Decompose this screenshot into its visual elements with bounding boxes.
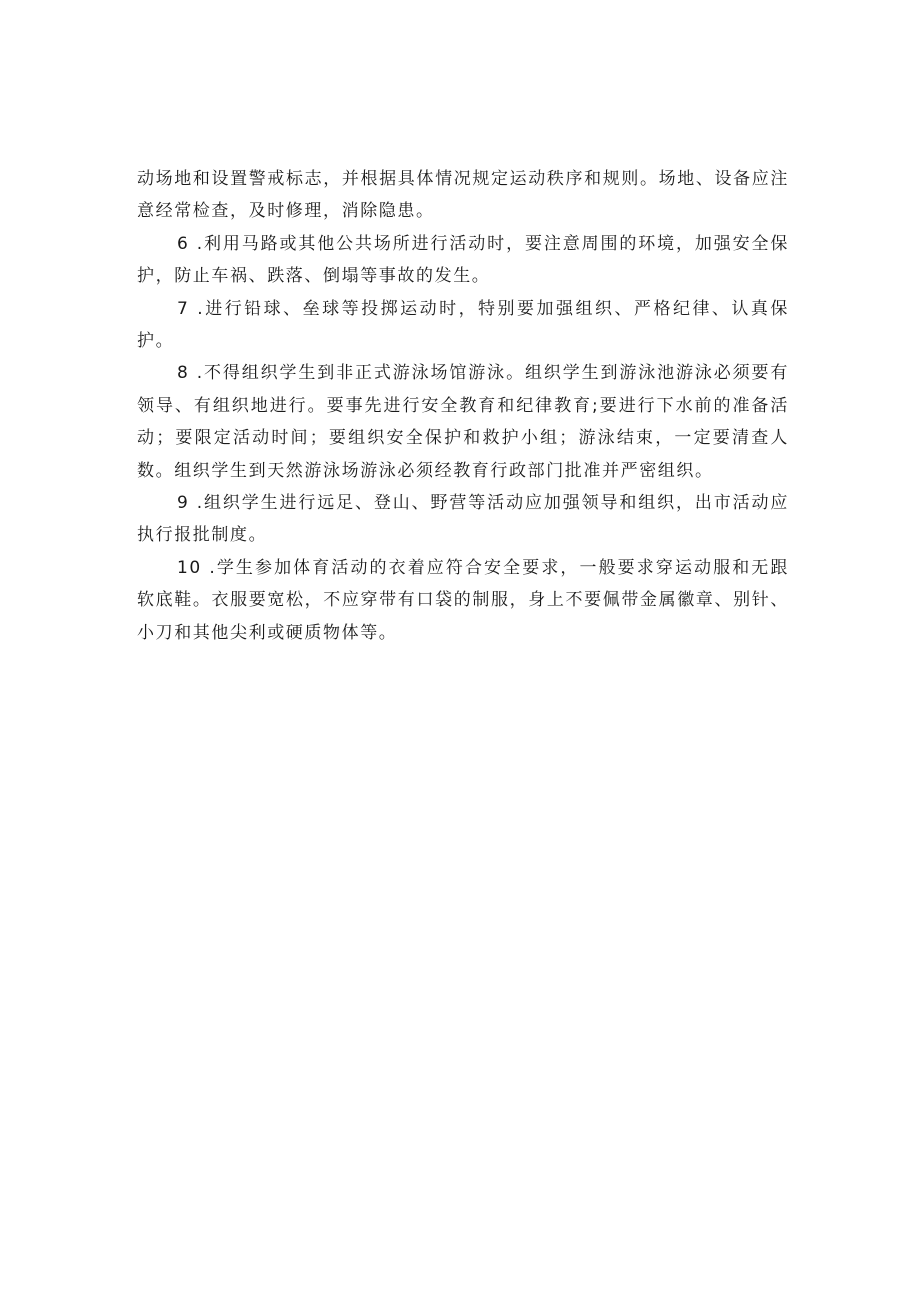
paragraph-item-5-continuation: 动场地和设置警戒标志，并根据具体情况规定运动秩序和规则。场地、设备应注意经常检查，及时修理，消除隐患。 [137,169,789,222]
paragraph-item-10: 10 .学生参加体育活动的衣着应符合安全要求，一般要求穿运动服和无跟软底鞋。衣服要宽松，不应穿带有口袋的制服，身上不要佩带金属徽章、别针、小刀和其他尖利或硬质物体等。 [137,557,789,643]
paragraph-item-7: 7 .进行铅球、垒球等投掷运动时，特别要加强组织、严格纪律、认真保护。 [137,298,789,352]
document-body [137,163,789,649]
paragraph-item-6: 6 .利用马路或其他公共场所进行活动时，要注意周围的环境，加强安全保护，防止车祸、跌落、倒塌等事故的发生。 [137,233,789,287]
paragraph-item-9: 9 .组织学生进行远足、登山、野营等活动应加强领导和组织，出市活动应执行报批制度。 [137,493,789,546]
paragraph-item-8: 8 .不得组织学生到非正式游泳场馆游泳。组织学生到游泳池游泳必须要有领导、有组织地进行。要事先进行安全教育和纪律教育;要进行下水前的准备活动；要限定活动时间；要组织安全保护和救护小组；游泳结束，一定要清查人数。组织学生到天然游泳场游泳必须经教育行政部门批准并严密组织。 [137,363,789,481]
